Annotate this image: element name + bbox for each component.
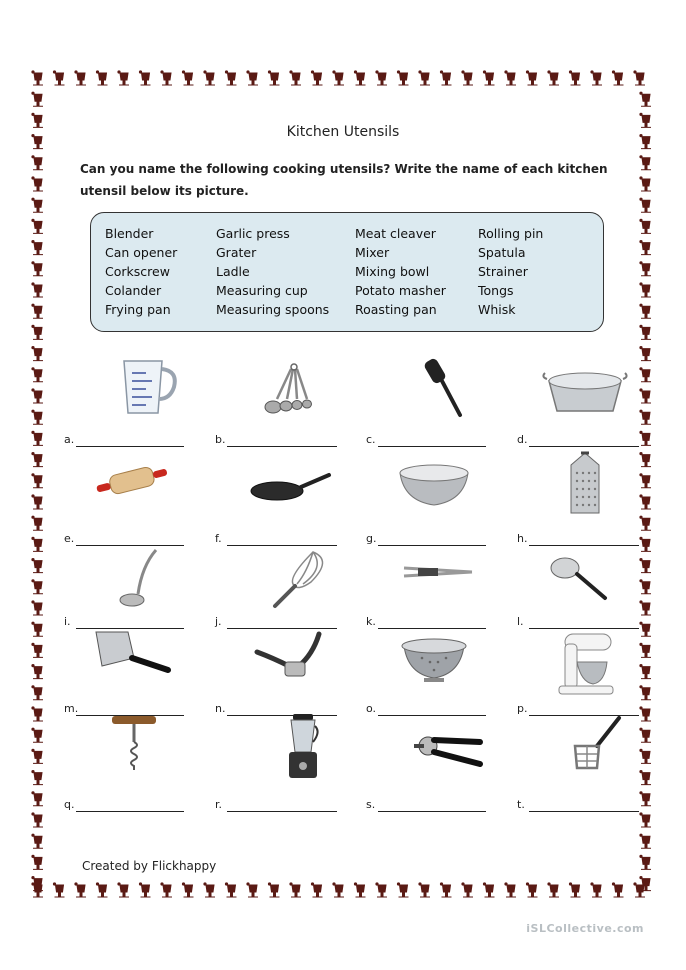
border-motif (31, 579, 43, 594)
border-motif (639, 516, 651, 531)
corkscrew-icon (82, 712, 182, 782)
border-motif (547, 70, 559, 85)
border-motif (31, 176, 43, 191)
border-motif (31, 622, 43, 637)
border-motif (639, 834, 651, 849)
border-motif (31, 749, 43, 764)
answer-line[interactable] (76, 811, 184, 812)
border-motif (639, 622, 651, 637)
word-bank-item: Measuring cup (216, 283, 308, 298)
meat-cleaver-icon (82, 628, 182, 698)
border-motif (418, 882, 430, 897)
border-motif (31, 431, 43, 446)
word-bank-item: Whisk (478, 302, 516, 317)
border-motif (639, 600, 651, 615)
blender-icon (233, 712, 333, 782)
border-motif (639, 558, 651, 573)
answer-label: h. (517, 532, 528, 545)
border-motif (332, 882, 344, 897)
border-motif (31, 388, 43, 403)
border-motif (96, 882, 108, 897)
border-motif (633, 70, 645, 85)
border-motif (117, 70, 129, 85)
whisk-icon (233, 546, 333, 616)
answer-label: o. (366, 702, 377, 715)
border-motif (639, 770, 651, 785)
border-motif (639, 410, 651, 425)
border-motif (639, 92, 651, 107)
answer-label: r. (215, 798, 223, 811)
border-motif (311, 882, 323, 897)
border-motif (31, 834, 43, 849)
word-bank-item: Can opener (105, 245, 178, 260)
border-motif (418, 70, 430, 85)
word-bank-item: Tongs (478, 283, 514, 298)
word-bank-item: Strainer (478, 264, 528, 279)
border-motif (268, 70, 280, 85)
border-motif (31, 558, 43, 573)
border-motif (639, 304, 651, 319)
border-motif (246, 70, 258, 85)
border-motif (440, 882, 452, 897)
border-motif (639, 685, 651, 700)
border-motif (31, 346, 43, 361)
answer-line[interactable] (529, 811, 639, 812)
border-motif (31, 812, 43, 827)
border-motif (31, 367, 43, 382)
answer-line[interactable] (378, 811, 486, 812)
border-motif (569, 882, 581, 897)
border-motif (31, 685, 43, 700)
word-bank-item: Mixer (355, 245, 390, 260)
border-motif (639, 219, 651, 234)
border-motif (31, 282, 43, 297)
word-bank-column (216, 224, 329, 319)
border-motif (483, 70, 495, 85)
instructions-text: Can you name the following cooking utensils? Write the name of each kitchen utensil below its picture. (80, 162, 608, 198)
border-motif (311, 70, 323, 85)
border-motif (139, 882, 151, 897)
frying-pan-icon (233, 451, 333, 521)
border-motif (31, 261, 43, 276)
border-motif (639, 346, 651, 361)
border-motif (590, 882, 602, 897)
border-motif (74, 70, 86, 85)
answer-line[interactable] (529, 446, 639, 447)
answer-label: l. (517, 615, 524, 628)
border-motif (639, 176, 651, 191)
border-motif (639, 473, 651, 488)
border-motif (639, 240, 651, 255)
border-motif (246, 882, 258, 897)
border-motif (31, 452, 43, 467)
border-motif (639, 728, 651, 743)
border-motif (483, 882, 495, 897)
border-motif (397, 70, 409, 85)
answer-line[interactable] (227, 446, 337, 447)
border-motif (461, 882, 473, 897)
border-motif (612, 882, 624, 897)
answer-label: j. (215, 615, 222, 628)
border-motif (639, 494, 651, 509)
border-motif (31, 219, 43, 234)
word-bank-item: Garlic press (216, 226, 290, 241)
border-motif (639, 155, 651, 170)
border-motif (160, 70, 172, 85)
word-bank-item: Potato masher (355, 283, 446, 298)
answer-line[interactable] (378, 446, 486, 447)
border-motif (31, 92, 43, 107)
border-motif (504, 70, 516, 85)
border-motif (547, 882, 559, 897)
word-bank-item: Spatula (478, 245, 526, 260)
border-motif (289, 70, 301, 85)
border-motif (31, 728, 43, 743)
border-motif (31, 791, 43, 806)
border-motif (526, 70, 538, 85)
border-motif (397, 882, 409, 897)
border-motif (225, 70, 237, 85)
border-motif (31, 664, 43, 679)
border-motif (590, 70, 602, 85)
border-motif (354, 70, 366, 85)
worksheet-title: Kitchen Utensils (286, 124, 400, 140)
border-motif (139, 70, 151, 85)
border-motif (182, 882, 194, 897)
border-motif (31, 516, 43, 531)
mixer-icon (535, 628, 635, 698)
border-motif (31, 304, 43, 319)
answer-line[interactable] (76, 446, 184, 447)
border-motif (31, 473, 43, 488)
word-bank-column (105, 224, 177, 319)
answer-label: n. (215, 702, 226, 715)
roasting-pan-icon (535, 355, 635, 425)
word-bank-item: Blender (105, 226, 154, 241)
word-bank-item: Mixing bowl (355, 264, 430, 279)
border-motif (31, 855, 43, 870)
border-motif (639, 664, 651, 679)
answer-label: f. (215, 532, 222, 545)
answer-label: c. (366, 433, 376, 446)
border-motif (117, 882, 129, 897)
answer-label: b. (215, 433, 226, 446)
border-motif (639, 431, 651, 446)
answer-label: k. (366, 615, 376, 628)
word-bank-item: Grater (216, 245, 257, 260)
border-motif (31, 643, 43, 658)
border-motif (639, 282, 651, 297)
border-motif (639, 367, 651, 382)
border-motif (639, 261, 651, 276)
border-motif (639, 198, 651, 213)
can-opener-icon (384, 712, 484, 782)
border-motif (504, 882, 516, 897)
border-motif (31, 410, 43, 425)
border-motif (526, 882, 538, 897)
word-bank-box (90, 212, 604, 332)
measuring-cup-icon (82, 355, 182, 425)
word-bank-item: Corkscrew (105, 264, 170, 279)
border-motif (289, 882, 301, 897)
border-motif (639, 325, 651, 340)
answer-label: s. (366, 798, 376, 811)
border-motif (639, 749, 651, 764)
border-motif (182, 70, 194, 85)
answer-label: i. (64, 615, 71, 628)
border-motif (96, 70, 108, 85)
border-motif (53, 882, 65, 897)
answer-label: g. (366, 532, 377, 545)
word-bank-item: Frying pan (105, 302, 171, 317)
border-motif (225, 882, 237, 897)
potato-masher-icon (535, 712, 635, 782)
tongs-icon (384, 546, 484, 616)
border-motif (31, 325, 43, 340)
border-motif (53, 70, 65, 85)
border-motif (31, 494, 43, 509)
garlic-press-icon (233, 628, 333, 698)
watermark: iSLCollective.com (526, 922, 644, 935)
border-motif (268, 882, 280, 897)
answer-label: e. (64, 532, 75, 545)
border-motif (569, 70, 581, 85)
colander-icon (384, 628, 484, 698)
border-motif (31, 770, 43, 785)
border-motif (31, 155, 43, 170)
border-motif (332, 70, 344, 85)
border-motif (31, 70, 43, 85)
word-bank-column (478, 224, 543, 319)
rolling-pin-icon (82, 451, 182, 521)
answer-label: q. (64, 798, 75, 811)
answer-label: m. (64, 702, 79, 715)
border-motif (639, 791, 651, 806)
measuring-spoons-icon (233, 355, 333, 425)
border-motif (639, 537, 651, 552)
border-motif (354, 882, 366, 897)
answer-label: a. (64, 433, 75, 446)
border-motif (31, 600, 43, 615)
border-motif (639, 452, 651, 467)
answer-line[interactable] (227, 811, 337, 812)
footer-credit: Created by Flickhappy (82, 859, 217, 873)
border-motif (639, 579, 651, 594)
spatula-icon (384, 355, 484, 425)
border-motif (440, 70, 452, 85)
border-motif (375, 70, 387, 85)
border-motif (375, 882, 387, 897)
border-motif (639, 388, 651, 403)
border-motif (639, 643, 651, 658)
answer-label: p. (517, 702, 528, 715)
strainer-icon (535, 546, 635, 616)
mixing-bowl-icon (384, 451, 484, 521)
word-bank-item: Ladle (216, 264, 250, 279)
word-bank-column (355, 224, 446, 319)
border-motif (31, 537, 43, 552)
answer-label: d. (517, 433, 528, 446)
border-motif (31, 240, 43, 255)
border-motif (203, 70, 215, 85)
word-bank-item: Meat cleaver (355, 226, 436, 241)
word-bank-item: Rolling pin (478, 226, 544, 241)
border-motif (74, 882, 86, 897)
border-motif (639, 812, 651, 827)
word-bank-item: Roasting pan (355, 302, 437, 317)
border-motif (461, 70, 473, 85)
border-motif (612, 70, 624, 85)
ladle-icon (82, 546, 182, 616)
border-motif (31, 706, 43, 721)
border-motif (31, 198, 43, 213)
word-bank-item: Colander (105, 283, 162, 298)
word-bank-item: Measuring spoons (216, 302, 330, 317)
border-motif (203, 882, 215, 897)
border-motif (160, 882, 172, 897)
border-motif (639, 855, 651, 870)
grater-icon (535, 451, 635, 521)
answer-label: t. (517, 798, 525, 811)
border-motif (639, 706, 651, 721)
